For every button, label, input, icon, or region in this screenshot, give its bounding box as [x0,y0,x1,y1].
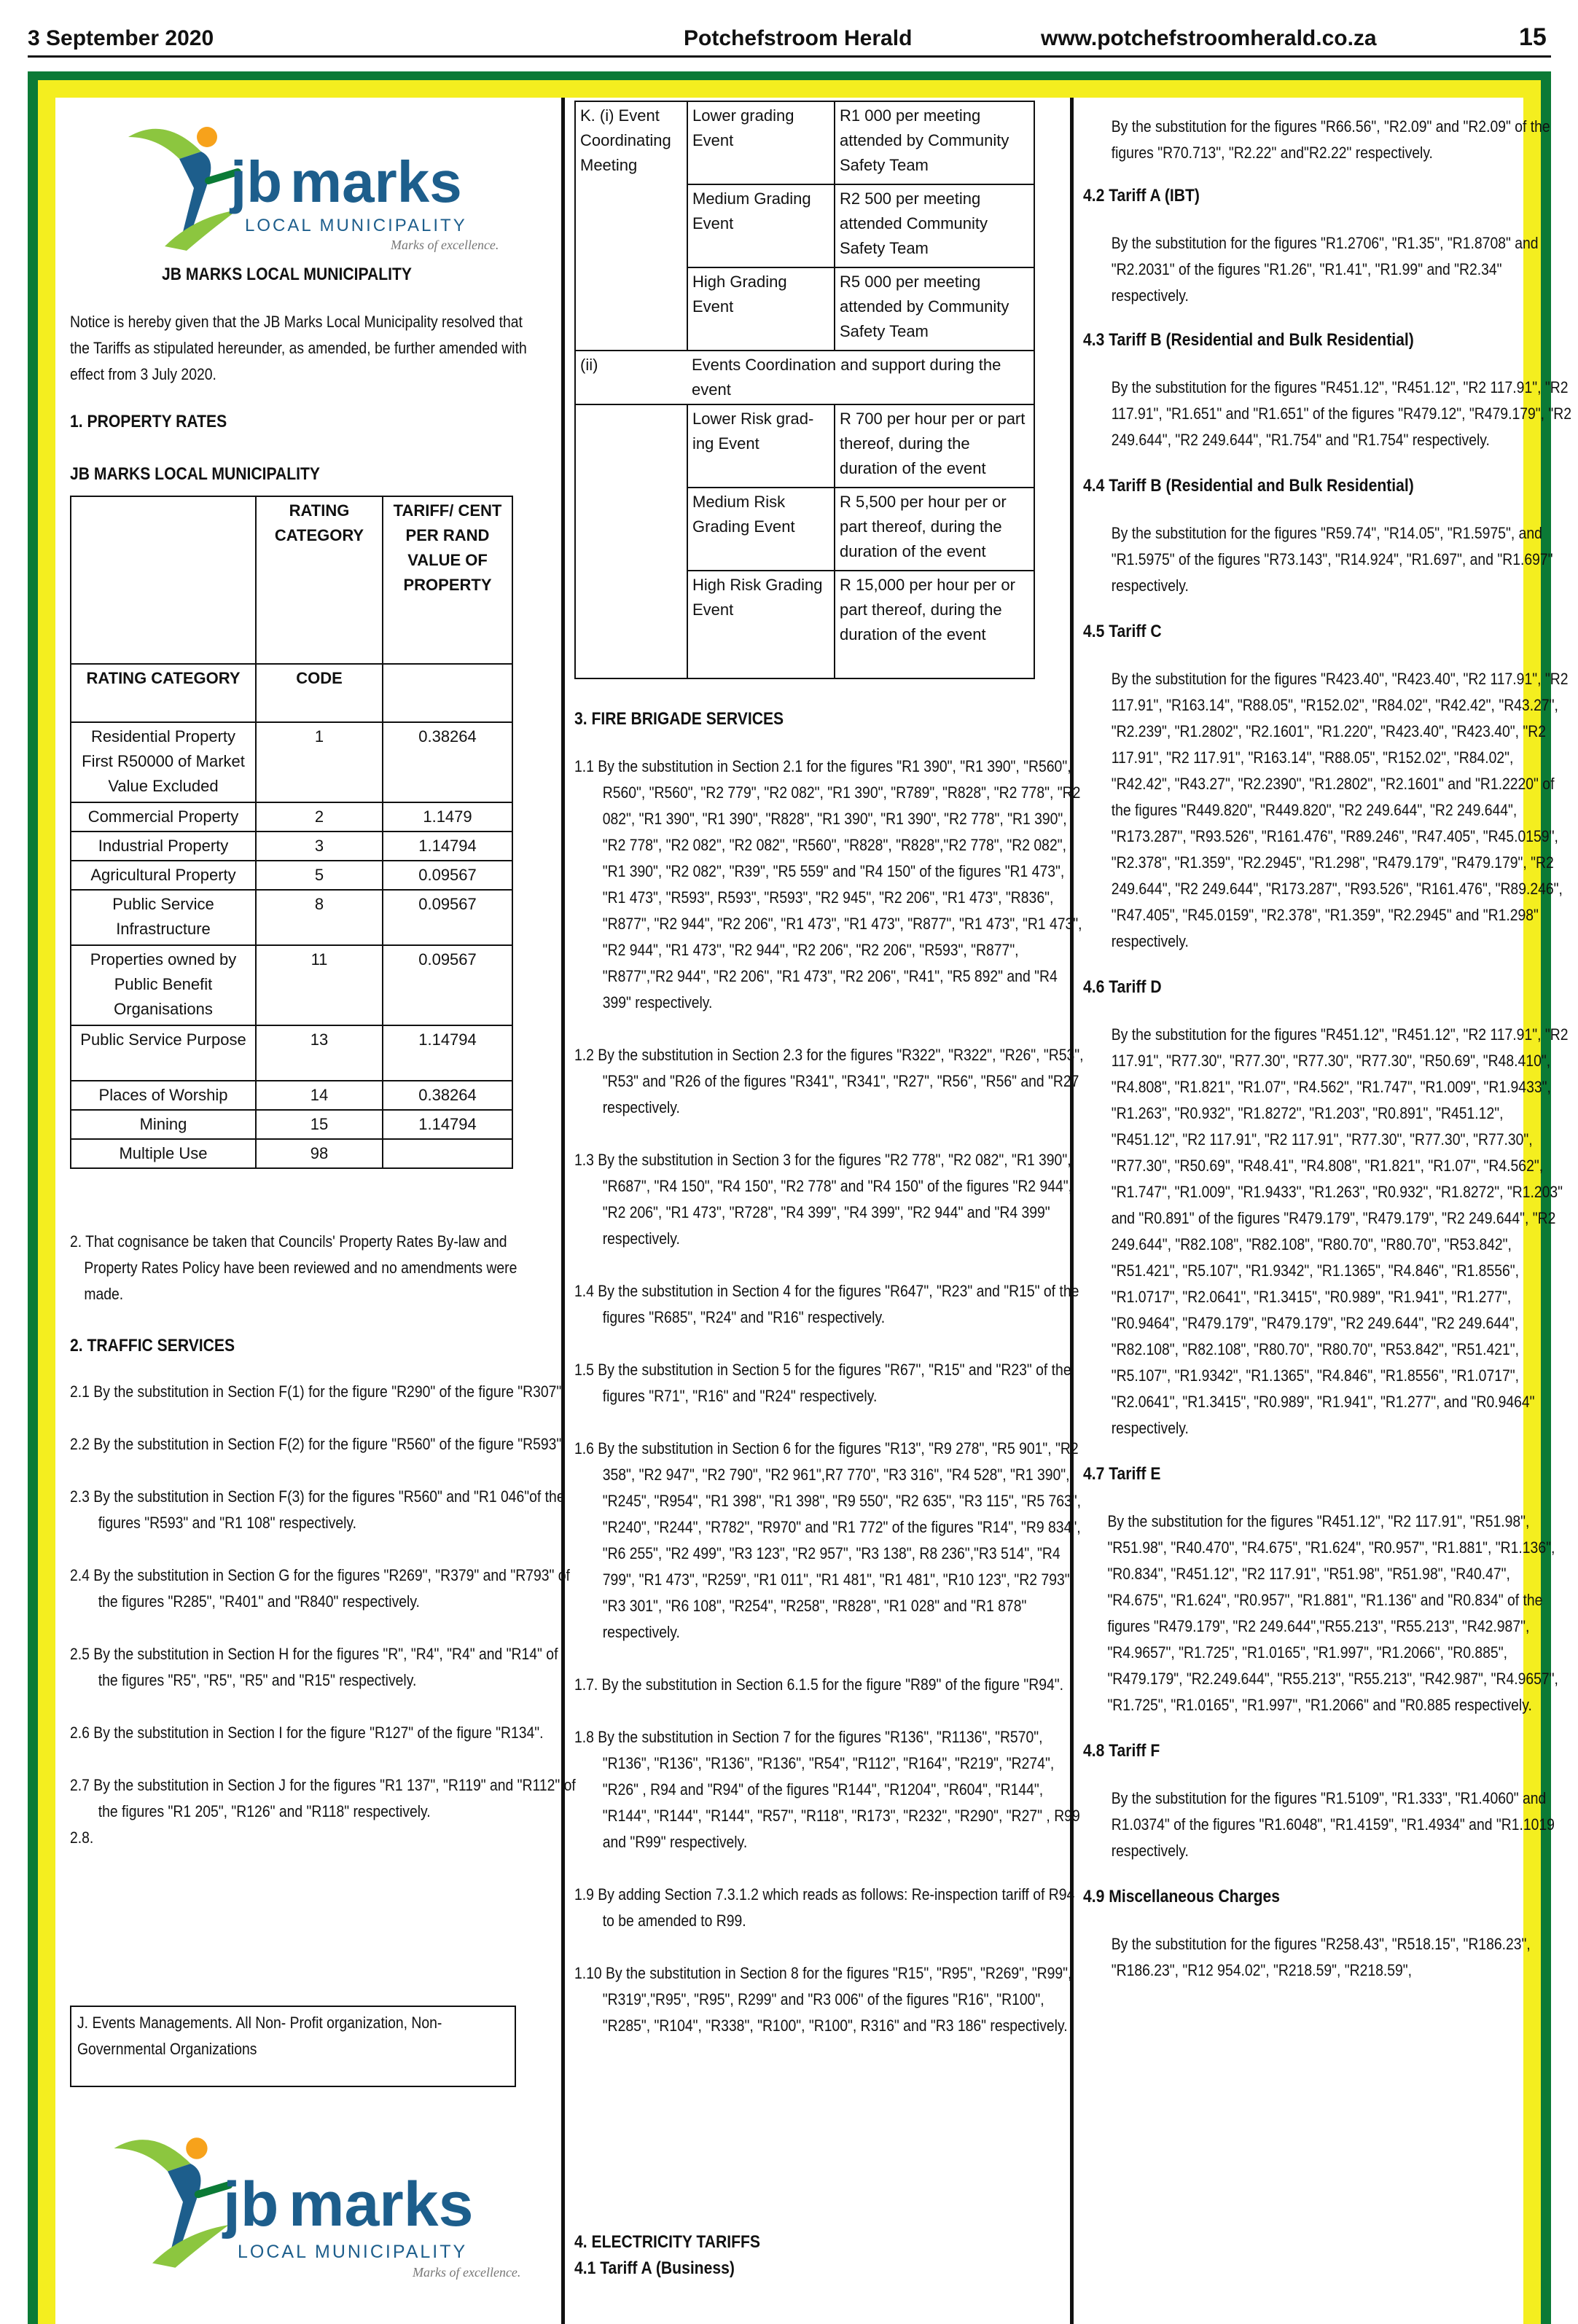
table-row: Places of Worship 14 0.38264 [71,1081,512,1110]
logo-motto: Marks of excellence. [391,238,499,252]
list-item: 2.2 By the substitution in Section F(2) for the figure "R560" of the figure "R593". [70,1435,566,1453]
list-item: 1.4 By the substitution in Section 4 for the figures "R647", "R23" and "R15" of the figures "R685", "R24" and "R16" respectively. [574,1282,1079,1326]
jbmarks-logo-bottom [106,2110,544,2285]
property-rates-table [70,496,513,1169]
bylaw-note: 2. That cognisance be taken that Councils' Property Rates By-law and Property Rates Policy have been reviewed and no amendments were made. [70,1232,517,1303]
list-item: 1.5 By the substitution in Section 5 for the figures "R67", "R15" and "R23" of the figures "R71", "R16" and "R24" respectively. [574,1361,1071,1405]
tariff-heading: 4.7 Tariff E [1083,1464,1161,1484]
fire-brigade-heading: 3. FIRE BRIGADE SERVICES [574,709,784,729]
logo-subtitle: LOCAL MUNICIPALITY [238,2242,468,2262]
advert-body [55,98,1572,2324]
advert-yellow-border [38,80,1572,2324]
tariff-text: By the substitution for the figures "R451.12", "R451.12", "R2 117.91", "R2 117.91", "R77.30", "R77.30", "R77.30", "R77.30", "R50.69", "R48.410", "R4.808", "R1.821", "R1.07", "R4.562", "R1.747", "R1.009", "R1.9433", "R1.263", "R0.932", "R1.8272", "R1.203", "R0.891", "R451.12", "R451.12", "R2 117.91", "R2 117.91", "R77.30", "R77.30", "R77.30", "R77.30", "R50.69", "R48.41", "R4.808", "R1.821", "R1.07", "R4.562", "R1.747", "R1.009", "R1.9433", "R1.263", "R0.932", "R1.8272", "R1.203" and "R0.891" of the figures "R479.179", "R479.179", "R2 249.644", "R2 249.644", "R82.108", "R82.108", "R80.70", "R80.70", "R53.842", "R51.421", "R5.107", "R1.9342", "R1.1365", "R4.846", "R1.8556", "R1.0717", "R2.0641", "R1.3415", "R0.989", "R1.941", "R1.277", "R0.9464", "R479.179", "R479.179", "R2 249.644", "R2 249.644", "R82.108", "R82.108", "R80.70", "R80.70", "R53.842", "R51.421", "R5.107", "R1.9342", "R1.1365", "R4.846", "R1.8556", "R1.0717", "R2.0641", "R1.3415", "R0.989", "R1.941", "R1.277", and "R0.9464" respectively. [1111,1025,1569,1437]
list-item: 1.7. By the substitution in Section 6.1.5 for the figure "R89" of the figure "R94". [574,1675,1064,1694]
list-item: 1.1 By the substitution in Section 2.1 for the figures "R1 390", "R1 390", "R560", R560", "R560", "R2 779", "R2 082", "R1 390", "R789", "R828", "R2 778", "R2 082", "R1 390", "R1 390", "R828", "R1 390", "R1 390", "R2 778", "R1 390", "R2 778", "R2 082", "R2 082", "R560", "R828", "R828","R2 778", "R2 082", "R1 390", "R2 082", "R39", "R5 559" and "R4 150" of the figures "R1 473", "R1 473", "R593", R593", "R593", "R2 945", "R2 206", "R1 473", "R836", "R877", "R2 944", "R2 206", "R1 473", "R1 473", "R877", "R1 473", "R1 473", "R2 944", "R1 473", "R2 944", "R2 206", "R2 206", "R593", "R877", "R877","R2 944", "R2 206", "R1 473", "R2 206", "R41", "R5 892" and "R4 399" respectively. [574,757,1082,1012]
tariff-text: By the substitution for the figures "R451.12", "R2 117.91", "R51.98", "R51.98", "R40.470", "R4.675", "R1.624", "R0.957", "R1.881", "R1.136", "R0.834", "R451.12", "R2 117.91", "R51.98", "R51.98", "R40.47", "R4.675", "R1.624", "R0.957", "R1.881", "R1.136" and "R0.834" of the figures "R479.179", "R2 249.644","R55.213", "R55.213", "R42.987", "R4.9657", "R1.725", "R1.0165", "R1.997", "R1.2066", "R0.885", "R479.179", "R2.249.644", "R55.213", "R55.213", "R42.987", "R4.9657", "R1.725", "R1.0165", "R1.997", "R1.2066" and "R0.885 respectively. [1107,1512,1558,1714]
table-row: Medium Grading Event R2 500 per meeting attended Community Safety Team [575,184,1034,267]
tariff-heading: 4.2 Tariff A (IBT) [1083,186,1200,206]
tariff-heading: 4.4 Tariff B (Residential and Bulk Residential) [1083,476,1414,496]
tariff-a-business-heading: 4.1 Tariff A (Business) [574,2258,735,2278]
list-item: 2.5 By the substitution in Section H for the figures "R", "R4", "R4" and "R14" of the figures "R5", "R5", "R5" and "R15" respectively. [70,1645,558,1689]
events-label: K. (i) Event Coordinating Meeting [575,101,687,351]
list-item: 2.3 By the substitution in Section F(3) for the figures "R560" and "R1 046"of the figures "R593" and "R1 108" respectively. [70,1487,565,1532]
logo-name-marks: marks [290,149,462,214]
tariff-text: By the substitution for the figures "R258.43", "R518.15", "R186.23", "R186.23", "R12 954.02", "R218.59", "R218.59", [1111,1935,1531,1979]
events-note-box: J. Events Managements. All Non- Profit organization, Non-Governmental Organizations [70,2006,516,2087]
table-header-tariff: TARIFF/ CENT PER RAND VALUE OF PROPERTY [383,496,512,664]
table-header-code: CODE [256,664,383,722]
list-item: 2.6 By the substitution in Section I for the figure "R127" of the figure "R134". [70,1724,544,1742]
list-item: 2.4 By the substitution in Section G for the figures "R269", "R379" and "R793" of the figures "R285", "R401" and "R840" respectively. [70,1566,570,1611]
tariff-text: By the substitution for the figures "R1.5109", "R1.333", "R1.4060" and R1.0374" of the figures "R1.6048", "R1.4159", "R1.4934" and "R1.1019 respectively. [1111,1789,1555,1860]
table-row: Agricultural Property 5 0.09567 [71,861,512,890]
page-number: 15 [1519,23,1547,51]
rates-table-title: JB MARKS LOCAL MUNICIPALITY [70,464,321,484]
list-item: 2.1 By the substitution in Section F(1) for the figure "R290" of the figure "R307". [70,1382,566,1401]
list-item: 2.7 By the substitution in Section J for the figures "R1 137", "R119" and "R112" of the figures "R1 205", "R126" and "R118" respectively. [70,1776,576,1820]
issue-date: 3 September 2020 [28,26,214,50]
jbmarks-logo [121,108,529,254]
tariff-heading: 4.8 Tariff F [1083,1741,1160,1761]
tariff-heading: 4.6 Tariff D [1083,977,1162,997]
table-header-rating-category: RATING CATEGORY [256,496,383,664]
list-item: 1.3 By the substitution in Section 3 for the figures "R2 778", "R2 082", "R1 390", "R687", "R4 150", "R4 150", "R2 778" and "R4 150" of the figures "R2 944", "R2 206", "R1 473", "R728", "R4 399", "R4 399", "R2 944" and "R4 399" respectively. [574,1151,1073,1248]
table-row: Public Service Purpose 13 1.14794 [71,1025,512,1081]
list-item: 1.6 By the substitution in Section 6 for the figures "R13", "R9 278", "R5 901", "R2 358", "R2 947", "R2 790", "R2 961",R7 770", "R3 316", "R4 528", "R1 390", "R245", "R954", "R1 398", "R1 398", "R9 550", "R2 635", "R3 115", "R5 763", "R240", "R244", "R782", "R970" and "R1 772" of the figures "R14", "R9 834", "R6 255", "R2 499", "R3 123", "R2 957", "R3 138", R8 236","R3 514", "R4 799", "R1 473", "R259", "R1 011", "R1 481", "R1 481", "R10 123", "R2 793", "R3 301", "R6 108", "R254", "R258", "R828", "R1 028" and "R1 878" respectively. [574,1439,1082,1641]
logo-name-marks: marks [289,2170,474,2239]
table-row: Lower Risk grad- ing Event R 700 per hour per or part thereof, during the duration of the event [575,404,1034,488]
tariff-heading: 4.3 Tariff B (Residential and Bulk Residential) [1083,330,1414,350]
list-item: 1.2 By the substitution in Section 2.3 for the figures "R322", "R322", "R26", "R53", "R53" and "R26 of the figures "R341", "R341", "R27", "R56", "R56" and "R27 respectively. [574,1046,1084,1116]
list-item-label: 2.8. [70,1828,94,1847]
advert-frame [28,71,1572,2324]
events-table: K. (i) Event Coordinating Meeting Lower grading Event R1 000 per meeting attended by Community Safety Team Medium Grading Event R2 500 per meeting attended Community Safety Team High Grading Event R5 000 per meeting attended by Community Safety Team (ii) Events Coordination and support during the event Lower Risk grad- ing Event R 700 per hour per or part thereof, during the duration of the event Medium Risk Grading Event R 5,500 per hour per or part thereof, during the duration of the event High Risk Grading Event R 15,000 per hour per or part thereof, during the duration of the event [574,101,1035,679]
table-row: High Risk Grading Event R 15,000 per hour per or part thereof, during the duration of the event [575,571,1034,678]
tariff-text: By the substitution for the figures "R451.12", "R451.12", "R2 117.91", "R2 117.91", "R1.651" and "R1.651" of the figures "R479.12", "R479.179", "R2 249.644", "R2 249.644", "R1.754" and "R1.754" respectively. [1111,378,1572,449]
table-row: Mining 15 1.14794 [71,1110,512,1139]
tariff-text: By the substitution for the figures "R423.40", "R423.40", "R2 117.91", "R2 117.91", "R163.14", "R88.05", "R152.02", "R84.02", "R42.42", "R43.27", "R2.239", "R1.2802", "R2.1601", "R1.220", "R423.40", "R423.40", "R2 117.91", "R2 117.91", "R163.14", "R88.05", "R152.02", "R84.02", "R42.42", "R43.27", "R2.2390", "R1.2802", "R2.1601" and "R1.2220" of the figures "R449.820", "R449.820", "R2 249.644", "R2 249.644", "R173.287", "R93.526", "R161.476", "R89.246", "R47.405", "R45.0159", "R2.378", "R1.359", "R2.2945", "R1.298", "R479.179", "R479.179", "R2 249.644", "R2 249.644", "R173.287", "R93.526", "R161.476", "R89.246", "R47.405", "R45.0159", "R2.378", "R1.359", "R2.2945" and "R1.298" respectively. [1111,670,1569,950]
electricity-tariffs [1083,114,1572,1984]
list-item: 1.10 By the substitution in Section 8 for the figures "R15", "R95", "R269", "R99", "R319","R95", "R95", R299" and "R3 006" of the figures "R16", "R100", "R285", "R104", "R338", "R100", "R100", R316" and "R3 186" respectively. [574,1964,1072,2035]
traffic-services-heading: 2. TRAFFIC SERVICES [70,1336,235,1355]
table-row: Multiple Use 98 [71,1139,512,1168]
notice-text: Notice is hereby given that the JB Marks Local Municipality resolved that the Tariffs as stipulated hereunder, as amended, be further amended with effect from 3 July 2020. [70,313,527,383]
fire-brigade-items [574,754,1084,2039]
logo-name-jb: jb [223,2170,279,2239]
tariff-text: By the substitution for the figures "R59.74", "R14.05", "R1.5975", and "R1.5975" of the figures "R73.143", "R14.924", "R1.697", and "R1.697" respectively. [1111,524,1553,595]
logo-subtitle: LOCAL MUNICIPALITY [245,216,467,235]
traffic-items [70,1379,576,1851]
page-header [0,0,1578,58]
events-ii-text: Events Coordination and support during the event [687,351,1034,404]
logo-motto: Marks of excellence. [413,2265,521,2280]
table-row: Residential Property First R50000 of Market Value Excluded 1 0.38264 [71,722,512,802]
list-item: 1.8 By the substitution in Section 7 for the figures "R136", "R1136", "R570", "R136", "R136", "R136", "R136", "R54", "R112", "R164", "R219", "R274", "R26" , R94 and "R94" of the figures "R144", "R1204", "R604", "R144", "R144", "R144", "R144", "R57", "R118", "R173", "R232", "R290", "R27" , R99 and "R99" respectively. [574,1728,1080,1851]
table-row: Medium Risk Grading Event R 5,500 per hour per or part thereof, during the duration of the event [575,488,1034,571]
table-row: Commercial Property 2 1.1479 [71,802,512,832]
municipality-title: JB MARKS LOCAL MUNICIPALITY [162,265,413,284]
newspaper-name: Potchefstroom Herald [684,26,913,50]
table-row: High Grading Event R5 000 per meeting attended by Community Safety Team [575,267,1034,351]
events-ii-label: (ii) [575,351,687,404]
tariff-a-business-text: By the substitution for the figures "R66.56", "R2.09" and "R2.09" of the figures "R70.713", "R2.22" and"R2.22" respectively. [1111,117,1550,162]
table-row: Industrial Property 3 1.14794 [71,832,512,861]
property-rates-heading: 1. PROPERTY RATES [70,412,227,431]
electricity-heading: 4. ELECTRICITY TARIFFS [574,2232,761,2252]
table-row: Properties owned by Public Benefit Organisations 11 0.09567 [71,945,512,1025]
header-rule [28,55,1551,58]
logo-name-jb: jb [230,149,283,214]
list-item: 1.9 By adding Section 7.3.1.2 which reads as follows: Re-inspection tariff of R94 to be amended to R99. [574,1885,1075,1930]
tariff-heading: 4.5 Tariff C [1083,622,1162,641]
table-header-rating-category-2: RATING CATEGORY [71,664,256,722]
website-link[interactable]: www.potchefstroomherald.co.za [1041,26,1377,50]
tariff-heading: 4.9 Miscellaneous Charges [1083,1887,1280,1906]
table-row: Public Service Infrastructure 8 0.09567 [71,890,512,945]
tariff-text: By the substitution for the figures "R1.2706", "R1.35", "R1.8708" and "R2.2031" of the figures "R1.26", "R1.41", "R1.99" and "R2.34" respectively. [1111,234,1539,305]
column-divider [561,98,565,2324]
